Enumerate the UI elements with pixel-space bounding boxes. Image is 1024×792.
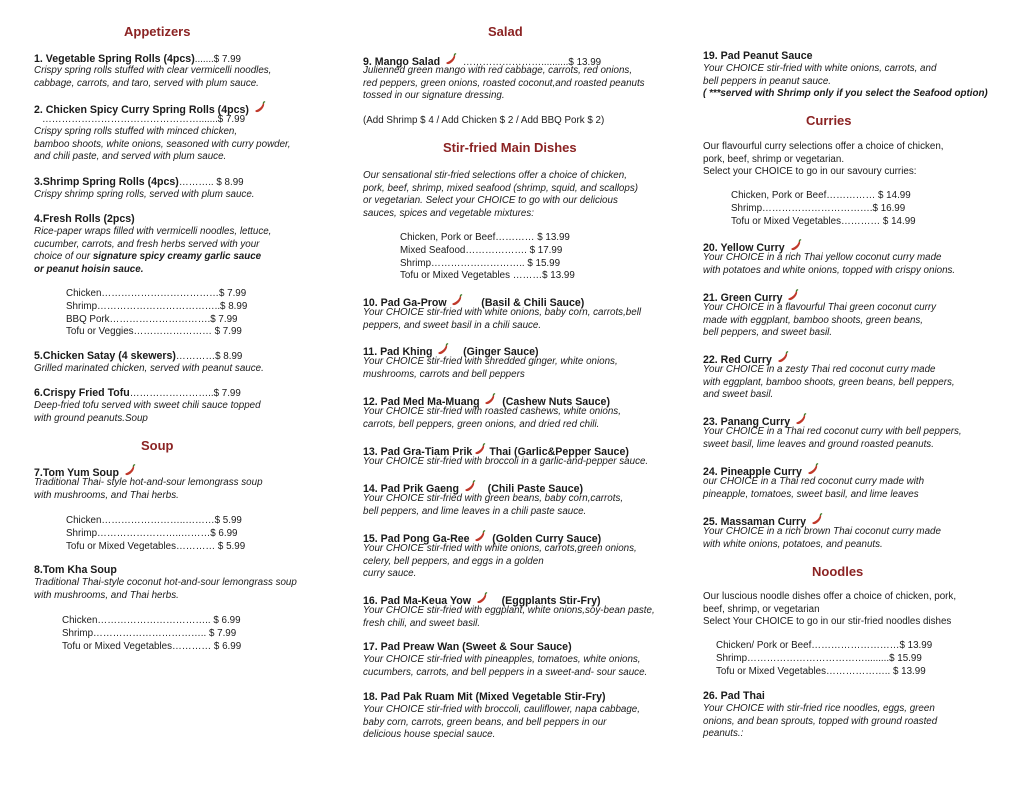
item-5-price: …………$ 8.99 [175, 351, 243, 362]
item-10-title: 10. Pad Ga-Prow [363, 297, 447, 309]
desc-line: cucumber, carrots, and fresh herbs served with your [34, 238, 260, 250]
item-17 [363, 641, 572, 653]
sauce-choice: signature spicy creamy garlic sauce [92, 251, 262, 263]
intro-line: beef, shrimp, or vegetarian [703, 603, 820, 615]
item-2-title: 2. Chicken Spicy Curry Spring Rolls (4pcs) [34, 104, 249, 116]
price-row: Tofu or Mixed Vegetables………… $ 6.99 [62, 640, 242, 652]
desc-line: with white onions, potatoes, and peanuts. [703, 538, 883, 550]
chili-pepper-icon [811, 513, 824, 526]
item-5-desc [34, 363, 264, 376]
desc-line: our CHOICE in a Thai red coconut curry made with [703, 476, 925, 487]
desc-line: Traditional Thai- style hot-and-sour lemongrass soup [34, 477, 263, 488]
price-row: Chicken, Pork or Beef………… $ 13.99 [400, 232, 570, 243]
desc-line: sweet basil, lime leaves and ground roasted peanuts. [703, 438, 934, 450]
price-row: Chicken………………………………$ 7.99 [66, 288, 247, 299]
stirfry-intro [363, 170, 638, 220]
desc-line: cabbage, carrots, and taro, served with plum sauce. [34, 77, 259, 89]
curries-intro [703, 141, 944, 179]
desc-line: Your CHOICE stir-fried with white onions, baby corn, carrots,bell [363, 307, 642, 318]
desc-line: fresh chili, and sweet basil. [363, 617, 481, 629]
item-8-desc [34, 577, 297, 602]
chili-pepper-icon [484, 393, 497, 406]
price-row: Tofu or Mixed Vegetables………… $ 14.99 [731, 215, 916, 227]
intro-line: Our luscious noodle dishes offer a choice of chicken, pork, [703, 591, 957, 602]
intro-line: Our flavourful curry selections offer a choice of chicken, [703, 141, 944, 152]
item-17-desc [363, 654, 647, 679]
desc-line: onions, and bean sprouts, topped with ground roasted [703, 715, 938, 727]
item-22-desc [703, 364, 955, 402]
item-21-title: 21. Green Curry [703, 292, 783, 304]
price-row: Chicken…………………………….. $ 6.99 [62, 615, 241, 626]
chili-pepper-icon [790, 239, 803, 252]
chili-pepper-icon [464, 480, 477, 493]
desc-line: Our sensational stir-fried selections offer a choice of chicken, [363, 170, 627, 181]
price-row: Chicken/ Pork or Beef………………………$ 13.99 [716, 640, 933, 651]
desc-line: Crispy spring rolls stuffed with clear vermicelli noodles, [34, 65, 272, 76]
item-1-title: 1. Vegetable Spring Rolls (4pcs) [34, 53, 195, 65]
item-18-desc [363, 704, 640, 742]
salad-add-ons: (Add Shrimp $ 4 / Add Chicken $ 2 / Add BBQ Pork $ 2) [363, 115, 605, 126]
stirfry-prices [400, 232, 575, 283]
item-9-title: 9. Mango Salad [363, 56, 441, 68]
item-14-desc [363, 493, 623, 518]
price-row: Mixed Seafood………………. $ 17.99 [400, 244, 563, 256]
item-3-price: ……….. $ 8.99 [178, 177, 244, 188]
desc-line: Your CHOICE in a rich Thai yellow coconut curry made [703, 252, 942, 263]
item-26-title: 26. Pad Thai [703, 690, 765, 702]
item-1-price: .......$ 7.99 [194, 54, 242, 65]
desc-line: Your CHOICE stir-fried with shredded ginger, white onions, [363, 356, 618, 367]
item-25-title: 25. Massaman Curry [703, 516, 807, 528]
desc-line: peppers, and sweet basil in a chili sauce. [363, 319, 542, 331]
chili-pepper-icon [777, 351, 790, 364]
desc-line: Your CHOICE stir-fried with eggplant, white onions,soy-bean paste, [363, 605, 655, 616]
desc-line: choice of our signature spicy creamy garlic sauce [34, 251, 262, 263]
item-24-desc [703, 476, 924, 501]
desc-line [34, 264, 271, 277]
sauce-choice: or peanut hoisin sauce. [34, 263, 144, 275]
chili-pepper-icon [254, 101, 267, 114]
item-11-desc [363, 356, 618, 381]
chili-pepper-icon [787, 289, 800, 302]
desc-line: Rice-paper wraps filled with vermicelli noodles, lettuce, [34, 226, 272, 237]
item-16-title: 16. Pad Ma-Keua Yow [363, 595, 471, 607]
desc-line: bell peppers in peanut sauce. [703, 75, 831, 87]
curries-heading: Curries [806, 113, 852, 128]
item-7-prices [66, 515, 245, 553]
price-row: Chicken……………………..………$ 5.99 [66, 515, 242, 526]
desc-line: tossed in our signature dressing. [363, 90, 505, 102]
item-23-desc [703, 426, 962, 451]
desc-line: pork, beef, shrimp, mixed seafood (shrimp, squid, and scallops) [363, 182, 638, 194]
item-9-desc [363, 65, 645, 103]
item-3-title: 3.Shrimp Spring Rolls (4pcs) [34, 176, 179, 188]
desc-line: Crispy spring rolls stuffed with minced chicken, [34, 126, 238, 137]
item-13-title: 13. Pad Gra-Tiam Prik [363, 446, 473, 458]
item-8-title: 8.Tom Kha Soup [34, 564, 117, 576]
desc-line: with ground peanuts.Soup [34, 412, 148, 424]
item-23-title: 23. Panang Curry [703, 416, 791, 428]
seafood-note: ( ***served with Shrimp only if you select the Seafood option) [703, 88, 988, 100]
item-26 [703, 690, 765, 702]
item-9-price: ……………………..........$ 13.99 [462, 57, 602, 68]
desc-line: Your CHOICE in a flavourful Thai green coconut curry [703, 302, 937, 313]
desc-line: peanuts.: [703, 728, 744, 740]
desc-line: bell peppers, and lime leaves in a chili paste sauce. [363, 505, 587, 517]
salad-heading: Salad [488, 24, 523, 39]
item-1-desc [34, 65, 271, 90]
item-12-title: 12. Pad Med Ma-Muang [363, 396, 480, 408]
desc-line: Julienned green mango with red cabbage, carrots, red onions, [363, 65, 633, 76]
desc-line: Your CHOICE with stir-fried rice noodles, eggs, green [703, 703, 935, 714]
desc-line: Your CHOICE stir-fried with green beans, baby corn,carrots, [363, 493, 624, 504]
item-12-sauce: (Cashew Nuts Sauce) [502, 396, 610, 408]
desc-line: Your CHOICE in a Thai red coconut curry with bell peppers, [703, 426, 962, 437]
chili-pepper-icon [437, 343, 450, 356]
item-10-sauce: (Basil & Chili Sauce) [481, 297, 585, 309]
item-14-title: 14. Pad Prik Gaeng [363, 483, 459, 495]
price-row: Tofu or Mixed Vegetables ………$ 13.99 [400, 270, 575, 282]
price-row: Shrimp……………………….. $ 15.99 [400, 257, 561, 269]
item-18 [363, 691, 606, 703]
desc-line: celery, bell peppers, and eggs in a golden [363, 555, 544, 567]
item-6-price: ……………………..$ 7.99 [129, 388, 241, 399]
item-13-desc [363, 456, 648, 469]
desc-line: Your CHOICE stir-fried with white onions, carrots,green onions, [363, 543, 637, 554]
intro-line: Select Your CHOICE to go in our stir-fried noodles dishes [703, 616, 952, 628]
item-13-sauce: Thai (Garlic&Pepper Sauce) [489, 446, 629, 458]
desc-line: cucumbers, carrots, and bell peppers in a sweet-and- sour sauce. [363, 666, 648, 678]
item-22-title: 22. Red Curry [703, 354, 772, 366]
item-3 [34, 176, 244, 190]
desc-line: delicious house special sauce. [363, 729, 496, 741]
item-21-desc [703, 302, 936, 340]
item-15-desc [363, 543, 637, 581]
stirfry-heading: Stir-fried Main Dishes [443, 140, 577, 155]
item-6 [34, 387, 241, 401]
item-4-desc [34, 226, 271, 276]
desc-line: or vegetarian. Select your CHOICE to go with our delicious [363, 195, 618, 207]
item-2-desc [34, 126, 291, 164]
desc-line: baby corn, carrots, green beans, and bell peppers in our [363, 716, 607, 728]
item-20-title: 20. Yellow Curry [703, 242, 785, 254]
item-18-title: 18. Pad Pak Ruam Mit (Mixed Vegetable Stir-Fry) [363, 691, 606, 703]
item-2-price: ………………………………………….......$ 7.99 [42, 114, 246, 125]
item-6-title: 6.Crispy Fried Tofu [34, 387, 130, 399]
item-5-title: 5.Chicken Satay (4 skewers) [34, 350, 176, 362]
price-row: Tofu or Mixed Vegetables……………….. $ 13.99 [716, 665, 926, 677]
item-8 [34, 564, 117, 576]
item-5 [34, 350, 242, 364]
appetizers-heading: Appetizers [124, 24, 191, 39]
item-4 [34, 213, 135, 225]
item-10-desc [363, 307, 641, 332]
desc-line: sauces, spices and vegetable mixtures: [363, 207, 534, 219]
item-8-prices [62, 615, 241, 653]
desc-line: Grilled marinated chicken, served with peanut sauce. [34, 363, 264, 374]
chili-pepper-icon [795, 413, 808, 426]
desc-line: Your CHOICE stir-fried with white onions, carrots, and [703, 63, 937, 74]
desc-line: mushrooms, carrots and bell peppers [363, 368, 525, 380]
item-19-desc [703, 63, 988, 101]
price-row: BBQ Pork………………………….$ 7.99 [66, 313, 238, 325]
desc-line: with mushrooms, and Thai herbs. [34, 489, 179, 501]
chili-pepper-icon [451, 294, 464, 307]
item-19-title: 19. Pad Peanut Sauce [703, 50, 813, 62]
desc-line: Crispy shrimp spring rolls, served with plum sauce. [34, 189, 255, 200]
item-16-desc [363, 605, 655, 630]
desc-line: Your CHOICE stir-fried with broccoli, cauliflower, napa cabbage, [363, 704, 640, 715]
desc-line: with potatoes and white onions, topped with crispy onions. [703, 264, 956, 276]
desc-line: bamboo shoots, white onions, seasoned with curry powder, [34, 138, 291, 150]
item-17-title: 17. Pad Preaw Wan (Sweet & Sour Sauce) [363, 641, 572, 653]
item-4-title: 4.Fresh Rolls (2pcs) [34, 213, 135, 225]
chili-pepper-icon [474, 443, 487, 456]
desc-line: and chili paste, and served with plum sauce. [34, 151, 227, 163]
chili-pepper-icon [476, 592, 489, 605]
noodles-intro [703, 591, 956, 629]
item-19 [703, 50, 813, 62]
item-4-prices [66, 288, 247, 339]
price-row: Shrimp……………………..………$ 6.99 [66, 527, 238, 539]
item-7-desc [34, 477, 263, 502]
desc-line: with mushrooms, and Thai herbs. [34, 589, 179, 601]
chili-pepper-icon [124, 464, 137, 477]
price-row: Shrimp………………………………..$ 8.99 [66, 300, 248, 312]
desc-line: made with eggplant, bamboo shoots, green beans, [703, 314, 924, 326]
desc-line: Your CHOICE in a rich brown Thai coconut curry made [703, 526, 941, 537]
desc-line: carrots, bell peppers, green onions, and dried red chili. [363, 418, 600, 430]
desc-line: Your CHOICE in a zesty Thai red coconut curry made [703, 364, 936, 375]
noodles-prices [716, 640, 932, 678]
item-26-desc [703, 703, 937, 741]
price-row: Shrimp……………………………….........$ 15.99 [716, 652, 922, 664]
item-11-title: 11. Pad Khing [363, 346, 433, 358]
desc-line: with eggplant, bamboo shoots, green beans, bell peppers, [703, 376, 955, 388]
chili-pepper-icon [807, 463, 820, 476]
desc-line: Your CHOICE stir-fried with roasted cashews, white onions, [363, 406, 621, 417]
item-12-desc [363, 406, 621, 431]
desc-line: and sweet basil. [703, 389, 774, 401]
desc-line: bell peppers, and sweet basil. [703, 327, 833, 339]
desc-line: Your CHOICE stir-fried with broccoli in a garlic-and-pepper sauce. [363, 456, 649, 467]
desc-line: pineapple, tomatoes, sweet basil, and lime leaves [703, 488, 919, 500]
item-15-sauce: (Golden Curry Sauce) [492, 533, 602, 545]
desc-line: red peppers, green onions, roasted coconut,and roasted peanuts [363, 77, 645, 89]
item-16-sauce: (Eggplants Stir-Fry) [501, 595, 601, 607]
desc-line: curry sauce. [363, 568, 417, 580]
item-25-desc [703, 526, 941, 551]
chili-pepper-icon [474, 530, 487, 543]
price-row: Chicken, Pork or Beef…………… $ 14.99 [731, 190, 911, 201]
noodles-heading: Noodles [812, 564, 864, 579]
item-20-desc [703, 252, 955, 277]
price-row: Shrimp…………………………….. $ 7.99 [62, 627, 237, 639]
curries-prices [731, 190, 916, 228]
price-row: Shrimp…………………………….$ 16.99 [731, 202, 906, 214]
price-row: Tofu or Veggies…………………… $ 7.99 [66, 326, 242, 338]
price-row: Tofu or Mixed Vegetables………… $ 5.99 [66, 540, 246, 552]
item-6-desc [34, 400, 261, 425]
desc-line: Your CHOICE stir-fried with pineapples, tomatoes, white onions, [363, 654, 641, 665]
intro-line: pork, beef, shrimp or vegetarian. [703, 153, 845, 165]
item-15-title: 15. Pad Pong Ga-Ree [363, 533, 470, 545]
intro-line: Select your CHOICE to go in our savoury curries: [703, 166, 917, 178]
item-7-title: 7.Tom Yum Soup [34, 467, 119, 479]
item-14-sauce: (Chili Paste Sauce) [487, 483, 584, 495]
desc-line: Traditional Thai-style coconut hot-and-sour lemongrass soup [34, 577, 297, 588]
item-24-title: 24. Pineapple Curry [703, 466, 802, 478]
desc-line: Deep-fried tofu served with sweet chili sauce topped [34, 400, 261, 411]
soup-heading: Soup [141, 438, 174, 453]
item-11-sauce: (Ginger Sauce) [463, 346, 539, 358]
item-3-desc [34, 189, 255, 202]
